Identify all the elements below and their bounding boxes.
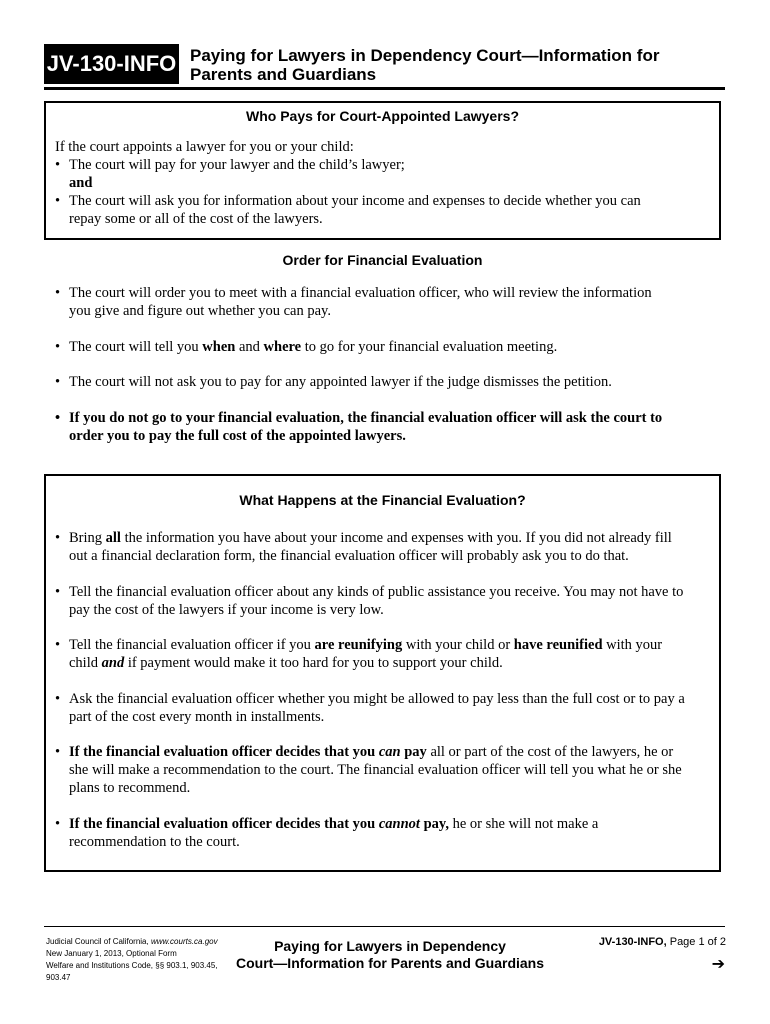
bullet-icon: • [55,410,61,426]
evaluation-bullet-2: • Tell the financial evaluation officer about any kinds of public assistance you receive. You may not have to pay the cost of the lawyers if your income is very low. [55,584,684,618]
who-pays-and: and [69,175,93,191]
who-pays-intro: If the court appoints a lawyer for you or your child: [55,139,354,155]
order-bullet-3: • The court will not ask you to pay for any appointed lawyer if the judge dismisses the petition. [55,374,612,390]
evaluation-heading: What Happens at the Financial Evaluation? [239,492,526,508]
form-title-line1: Paying for Lawyers in Dependency Court—Information for [190,46,660,65]
bullet-icon: • [55,584,61,600]
who-pays-bullet-1: • The court will pay for your lawyer and the child’s lawyer; [55,157,405,173]
order-bullet-1: • The court will order you to meet with a financial evaluation officer, who will review the information you give and figure out whether you can pay. [55,285,652,319]
evaluation-bullet-5: • If the financial evaluation officer decides that you can pay all or part of the cost of the lawyers, he or she will make a recommendation to the court. The financial evaluation officer will tell you what he or she plans to recommend. [55,744,682,796]
bullet-icon: • [55,285,61,301]
bullet-icon: • [55,157,61,173]
bullet-icon: • [55,193,61,209]
footer-rule [44,926,725,927]
order-bullet-4: • If you do not go to your financial evaluation, the financial evaluation officer will ask the court to order you to pay the full cost of the appointed lawyers. [55,410,663,444]
form-id-badge: JV-130-INFO [44,44,179,84]
form-title-line2: Parents and Guardians [190,65,377,84]
footer-page-number: JV-130-INFO, Page 1 of 2 [598,936,726,948]
bullet-icon: • [55,530,61,546]
evaluation-bullet-6: • If the financial evaluation officer decides that you cannot pay, he or she will not make a recommendation to the court. [55,816,599,850]
order-bullet-2: • The court will tell you when and where to go for your financial evaluation meeting. [55,339,558,355]
evaluation-bullet-1: • Bring all the information you have about your income and expenses with you. If you did not already fill out a financial declaration form, the financial evaluation officer will probably ask you to do that. [55,530,672,564]
bullet-icon: • [55,637,61,653]
who-pays-heading: Who Pays for Court-Appointed Lawyers? [245,108,519,124]
evaluation-bullet-4: • Ask the financial evaluation officer whether you might be allowed to pay less than the full cost or to pay a part of the cost every month in installments. [55,691,685,725]
form-title [190,46,659,84]
bullet-icon: • [55,374,61,390]
evaluation-bullet-3: • Tell the financial evaluation officer if you are reunifying with your child or have reunified with your child and if payment would make it too hard for you to support your child. [55,637,663,671]
bullet-icon: • [55,339,61,355]
who-pays-bullet-2: • The court will ask you for information about your income and expenses to decide whether you can repay some or all of the cost of the lawyers. [55,193,641,227]
title-rule [44,87,725,90]
order-heading: Order for Financial Evaluation [282,252,483,268]
bullet-icon: • [55,744,61,760]
right-arrow-icon: ➔ [711,954,725,973]
footer-citation: Judicial Council of California, www.courts.ca.gov New January 1, 2013, Optional Form Welfare and Institutions Code, §§ 903.1, 903.45, 903.47 [46,937,218,982]
bullet-icon: • [55,691,61,707]
bullet-icon: • [55,816,61,832]
footer-title: Paying for Lawyers in Dependency Court—Information for Parents and Guardians [235,938,545,971]
courts-link[interactable]: www.courts.ca.gov [150,937,218,946]
